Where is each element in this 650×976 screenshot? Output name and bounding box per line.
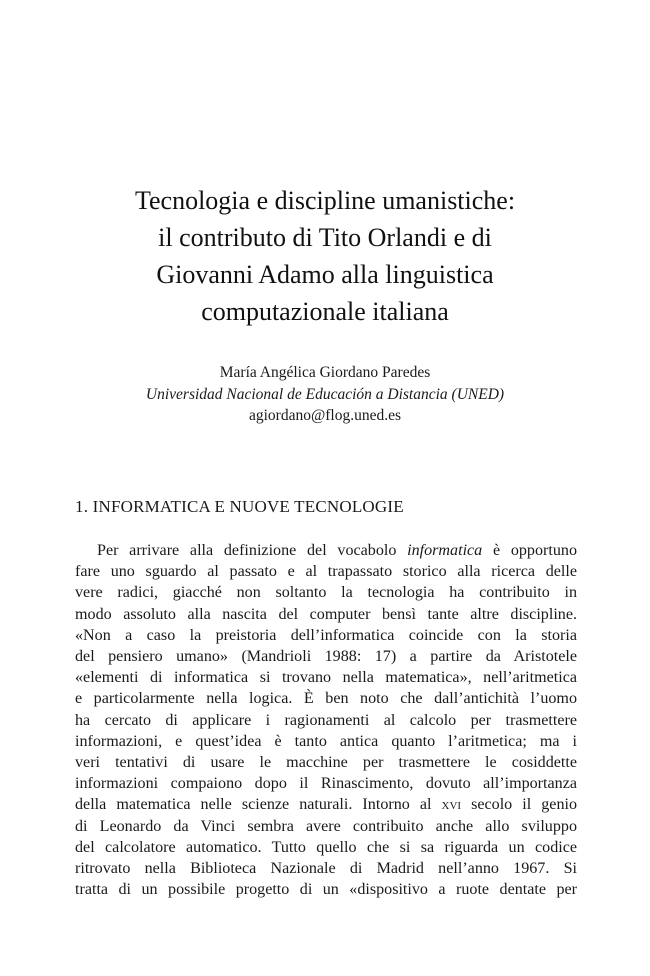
title-line: computazionale italiana [201,297,449,326]
body-line: vere radici, giacché non soltanto la tecnologia ha contribuito in [75,584,577,602]
body-line: fare uno sguardo al passato e al trapassato storico alla ricerca delle [75,563,577,581]
body-line: modo assoluto alla nascita del computer bensì tante altre discipline. [75,605,577,623]
body-line: informazioni compaiono dopo il Rinascimento, dovuto all’importanza [75,775,577,793]
body-line: informazioni, e quest’idea è tanto antica quanto l’aritmetica; ma i [75,732,577,750]
author-name: María Angélica Giordano Paredes [219,364,431,381]
author-block [60,362,590,427]
body-line: e particolarmente nella logica. È ben noto che dall’antichità l’uomo [75,690,577,708]
author-affiliation: Universidad Nacional de Educación a Distancia (UNED) [145,385,505,403]
body-line: ha cercato di applicare i ragionamenti al calcolo per trasmettere [75,711,577,729]
italic-term: informatica [407,542,483,559]
author-email: agiordano@flog.uned.es [248,407,401,424]
body-line [75,540,577,561]
title-line: il contributo di Tito Orlandi e di [158,223,492,252]
body-line: del pensiero umano» (Mandrioli 1988: 17) a partire da Aristotele [75,648,577,666]
body-paragraph [75,540,577,900]
body-text-segment: è opportuno [482,542,577,559]
section-heading: 1. INFORMATICA E NUOVE TECNOLOGIE [75,497,404,516]
small-caps-term: xvi [441,796,462,814]
body-text-segment: Per arrivare alla definizione del vocabolo [97,542,408,559]
body-line: «elementi di informatica si trovano nella matematica», nell’aritmetica [75,669,577,687]
body-text-segment: della matematica nelle scienze naturali. Intorno al [75,796,442,814]
paper-title [60,182,590,330]
body-line: veri tentativi di usare le macchine per trasmettere le cosiddette [75,754,577,772]
title-line: Giovanni Adamo alla linguistica [156,260,494,289]
body-line: di Leonardo da Vinci sembra avere contribuito anche allo sviluppo [75,817,577,835]
body-text-segment: secolo il genio [461,796,578,814]
body-line: ritrovato nella Biblioteca Nazionale di Madrid nell’anno 1967. Si [75,860,577,878]
title-line: Tecnologia e discipline umanistiche: [134,186,516,215]
body-line: tratta di un possibile progetto di un «dispositivo a ruote dentate per [75,881,577,899]
body-line [75,794,577,815]
body-line: del calcolatore automatico. Tutto quello che si sa riguarda un codice [75,838,577,856]
body-line: «Non a caso la preistoria dell’informatica coincide con la storia [75,626,577,644]
